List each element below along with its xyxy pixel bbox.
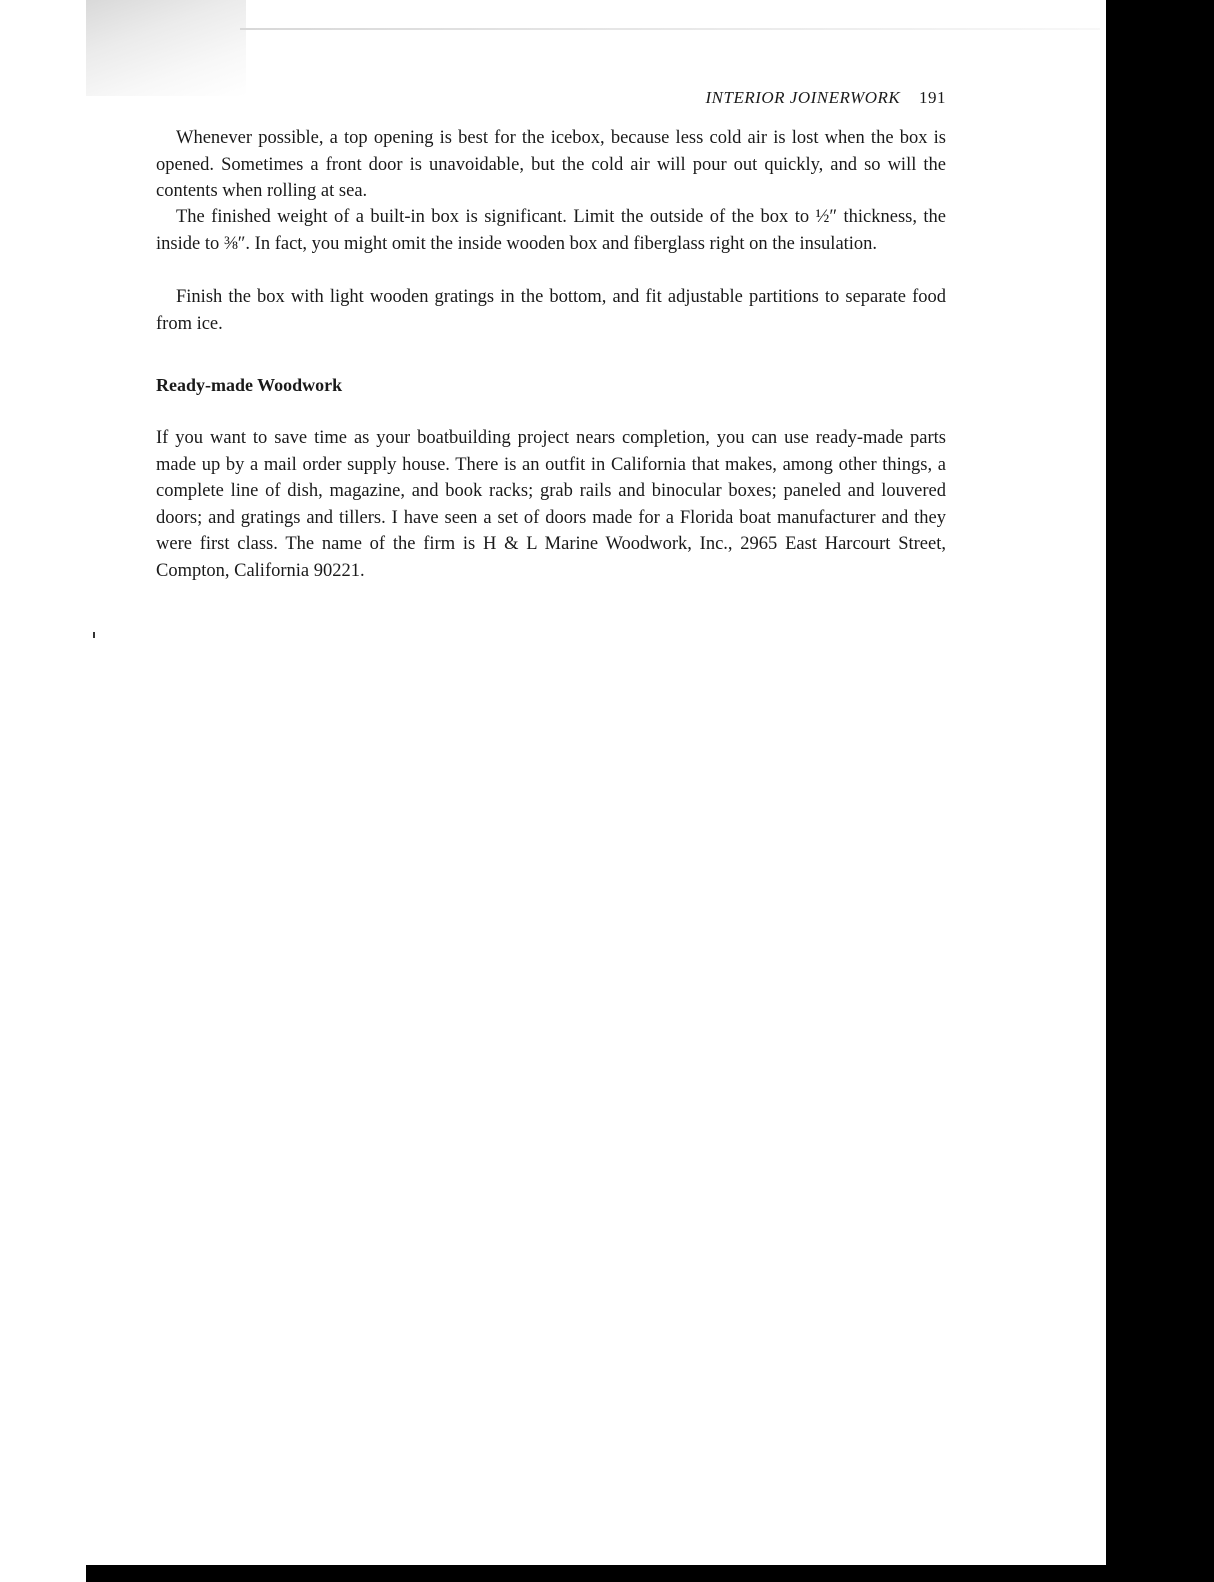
section-heading: Ready-made Woodwork — [156, 375, 343, 395]
scan-smudge — [86, 0, 246, 96]
running-head-title: INTERIOR JOINERWORK — [705, 88, 901, 107]
body-paragraph: If you want to save time as your boatbuilding project nears completion, you can use ready-made parts made up by a mail order supply house. There is an outfit in California that makes, among other things, a complete line of dish, magazine, and book racks; grab rails and binocular boxes; paneled and louvered doors; and gratings and tillers. I have seen a set of doors made for a Florida boat manufacturer and they were first class. The name of the firm is H & L Marine Woodwork, Inc., 2965 East Harcourt Street, Compton, California 90221. — [156, 428, 946, 581]
scan-bottom-border — [86, 1565, 1116, 1582]
body-paragraph: Finish the box with light wooden gratings in the bottom, and fit adjustable partitions to separate food from ice. — [156, 287, 946, 334]
body-paragraph: The finished weight of a built-in box is significant. Limit the outside of the box to ½″ thickness, the inside to ⅜″. In fact, you might omit the inside wooden box and fiberglass right on the insulation. — [156, 207, 946, 254]
body-paragraph: Whenever possible, a top opening is best for the icebox, because less cold air is lost when the box is opened. Sometimes a front door is unavoidable, but the cold air will pour out quickly, and so will the contents when rolling at sea. — [156, 128, 946, 201]
scan-edge-line — [240, 28, 1100, 30]
running-head — [560, 88, 946, 108]
scan-right-border — [1106, 0, 1214, 1582]
scan-speck — [93, 632, 95, 638]
page-number: 191 — [919, 88, 946, 107]
